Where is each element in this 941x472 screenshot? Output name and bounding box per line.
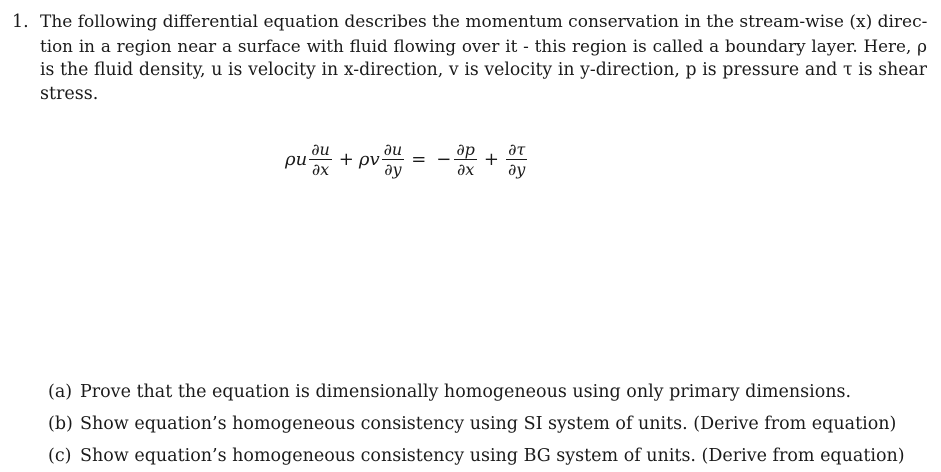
problem-text [40,10,927,106]
term4-numerator: ∂τ [508,139,526,159]
term2-denominator: ∂y [384,159,402,179]
term4-fraction [506,140,527,179]
subquestion-text: Prove that the equation is dimensionally homogeneous using only primary dimensions. [80,382,852,402]
term1-denominator: ∂x [311,159,330,179]
subquestion-b [48,408,928,440]
subquestion-c [48,440,928,472]
term2-numerator: ∂u [383,139,403,159]
problem-number: 1. [12,12,29,32]
term2-fraction [382,140,405,179]
term1-fraction [309,140,332,179]
subquestion-text: Show equation’s homogeneous consistency using BG system of units. (Derive from equation) [80,446,905,466]
subquestions [48,376,928,472]
problem-line-4: stress. [40,84,99,104]
momentum-equation [285,136,529,182]
term1-coefficient: ρu [285,148,308,170]
subquestion-a [48,376,928,408]
term3-numerator: ∂p [456,139,475,159]
subquestion-tag: (c) [48,446,72,466]
term1-numerator: ∂u [311,139,330,159]
subquestion-text: Show equation’s homogeneous consistency using SI system of units. (Derive from equation) [80,414,897,434]
term2-coefficient: ρv [358,148,380,170]
equals-operator: = [411,148,427,170]
term4-denominator: ∂y [508,159,526,179]
subquestion-tag: (b) [48,414,73,434]
problem-line-2: tion in a region near a surface with fluid flowing over it - this region is called a boundary layer. Here, ρ [40,36,927,56]
plus-operator: + [483,148,499,170]
problem-line-3: is the fluid density, u is velocity in x-direction, v is velocity in y-direction, p is pressure and τ is shear [40,60,927,80]
term3-fraction [454,140,477,179]
minus-operator: − [436,148,452,170]
subquestion-tag: (a) [48,382,73,402]
plus-operator: + [338,148,354,170]
term3-denominator: ∂x [457,159,475,179]
problem-line-1: The following differential equation describes the momentum conservation in the stream-wise (x) direc- [40,12,928,32]
